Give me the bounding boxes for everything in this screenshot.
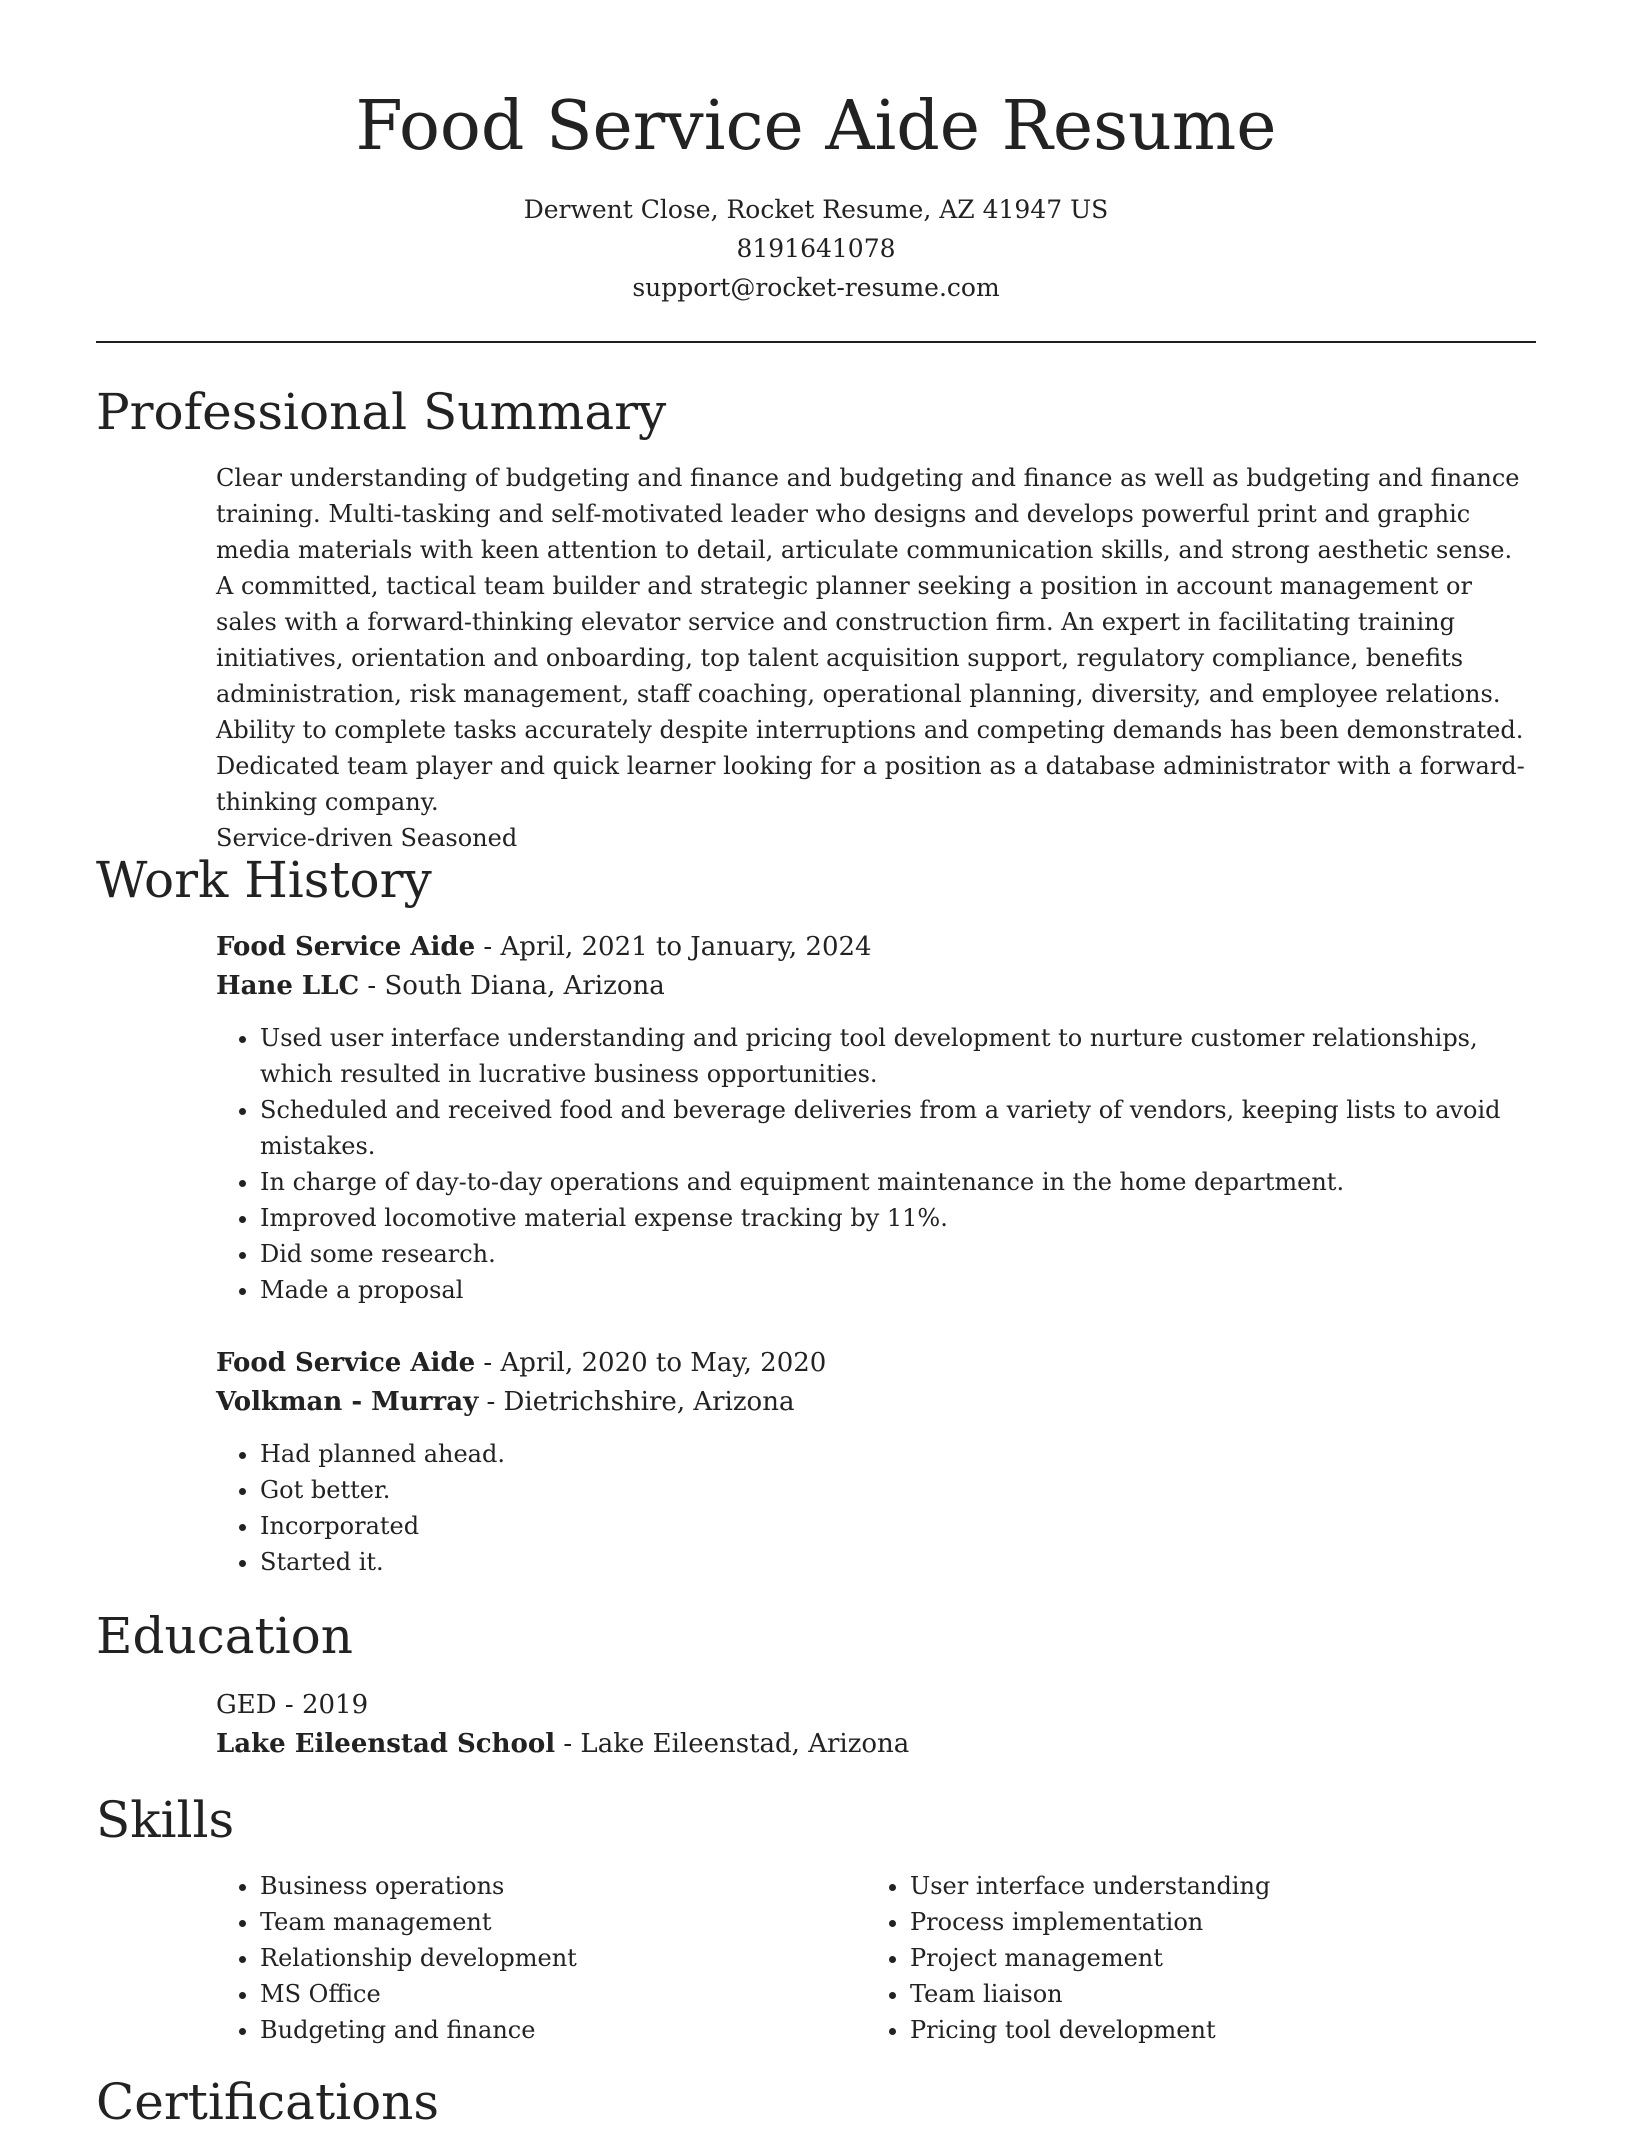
contact-email: support@rocket-resume.com [632, 273, 1000, 302]
separator: - [555, 1729, 581, 1759]
education-entry [216, 1686, 1536, 1764]
job-title-line [216, 1344, 1536, 1383]
job-entry [216, 1344, 1536, 1580]
summary-section [216, 460, 1536, 856]
job-title-line [216, 928, 1536, 967]
job-bullet: • Started it. [260, 1544, 1536, 1580]
education-location: Lake Eileenstad, Arizona [580, 1729, 910, 1759]
job-location: Dietrichshire, Arizona [503, 1387, 795, 1417]
education-heading: Education [96, 1607, 353, 1665]
skill-item: • Process implementation [910, 1904, 1550, 1940]
resume-title: Food Service Aide Resume [355, 87, 1277, 166]
skills-list-right [866, 1868, 1550, 2048]
skill-item: • Pricing tool development [910, 2012, 1550, 2048]
job-bullet: • Incorporated [260, 1508, 1536, 1544]
separator: - [478, 1387, 504, 1417]
job-bullet: • Used user interface understanding and pricing tool development to nurture customer relationships, which resulted in lucrative business opportunities. [260, 1020, 1536, 1092]
skill-item: • Business operations [260, 1868, 900, 1904]
job-company-line [216, 967, 1536, 1006]
education-degree-line [216, 1686, 1536, 1725]
summary-extra: Service-driven Seasoned [216, 824, 518, 852]
job-bullet: • Did some research. [260, 1236, 1536, 1272]
job-bullet: • Improved locomotive material expense tracking by 11%. [260, 1200, 1536, 1236]
separator: - [276, 1690, 302, 1720]
skill-item: • Team liaison [910, 1976, 1550, 2012]
job-entry [216, 928, 1536, 1308]
job-bullet: • Scheduled and received food and beverage deliveries from a variety of vendors, keeping lists to avoid mistakes. [260, 1092, 1536, 1164]
separator: - [359, 971, 385, 1001]
job-title: Food Service Aide [216, 1348, 476, 1378]
education-school-line [216, 1725, 1536, 1764]
summary-text: Clear understanding of budgeting and finance and budgeting and finance as well as budgeting and finance training. Multi-tasking and self-motivated leader who designs and develops powerful print and graphic media materials with keen attention to detail, articulate communication skills, and strong aesthetic sense. A committed, tactical team builder and strategic planner seeking a position in account management or sales with a forward-thinking elevator service and construction firm. An expert in facilitating training initiatives, orientation and onboarding, top talent acquisition support, regulatory compliance, benefits administration, risk management, staff coaching, operational planning, diversity, and employee relations. Ability to complete tasks accurately despite interruptions and competing demands has been demonstrated. Dedicated team player and quick learner looking for a position as a database administrator with a forward-thinking company. [216, 464, 1525, 816]
skills-section [216, 1868, 1536, 2058]
job-bullets [216, 1436, 1536, 1580]
contact-phone: 8191641078 [736, 234, 896, 263]
summary-heading: Professional Summary [96, 383, 667, 441]
job-bullet: • Made a proposal [260, 1272, 1536, 1308]
skill-item: • Relationship development [260, 1940, 900, 1976]
job-company: Volkman - Murray [216, 1387, 479, 1417]
separator: - [475, 1348, 501, 1378]
job-bullet: • In charge of day-to-day operations and equipment maintenance in the home department. [260, 1164, 1536, 1200]
job-bullet: • Had planned ahead. [260, 1436, 1536, 1472]
job-company-line [216, 1383, 1536, 1422]
education-year: 2019 [301, 1690, 369, 1720]
job-location: South Diana, Arizona [384, 971, 665, 1001]
resume-header [96, 82, 1536, 307]
education-degree: GED [216, 1690, 277, 1720]
job-company: Hane LLC [216, 971, 360, 1001]
skill-item: • User interface understanding [910, 1868, 1550, 1904]
job-dates: April, 2021 to January, 2024 [500, 932, 872, 962]
job-title: Food Service Aide [216, 932, 476, 962]
certifications-heading: Certifications [96, 2073, 440, 2131]
job-bullet: • Got better. [260, 1472, 1536, 1508]
skill-item: • Project management [910, 1940, 1550, 1976]
skills-heading: Skills [96, 1791, 235, 1849]
skill-item: • Team management [260, 1904, 900, 1940]
skill-item: • Budgeting and finance [260, 2012, 900, 2048]
education-school: Lake Eileenstad School [216, 1729, 556, 1759]
work-history-heading: Work History [96, 851, 432, 909]
separator: - [475, 932, 501, 962]
contact-address: Derwent Close, Rocket Resume, AZ 41947 US [523, 195, 1109, 224]
skill-item: • MS Office [260, 1976, 900, 2012]
header-divider [96, 341, 1536, 343]
job-bullets [216, 1020, 1536, 1308]
job-dates: April, 2020 to May, 2020 [500, 1348, 827, 1378]
contact-info [96, 190, 1536, 307]
skills-list-left [216, 1868, 900, 2048]
